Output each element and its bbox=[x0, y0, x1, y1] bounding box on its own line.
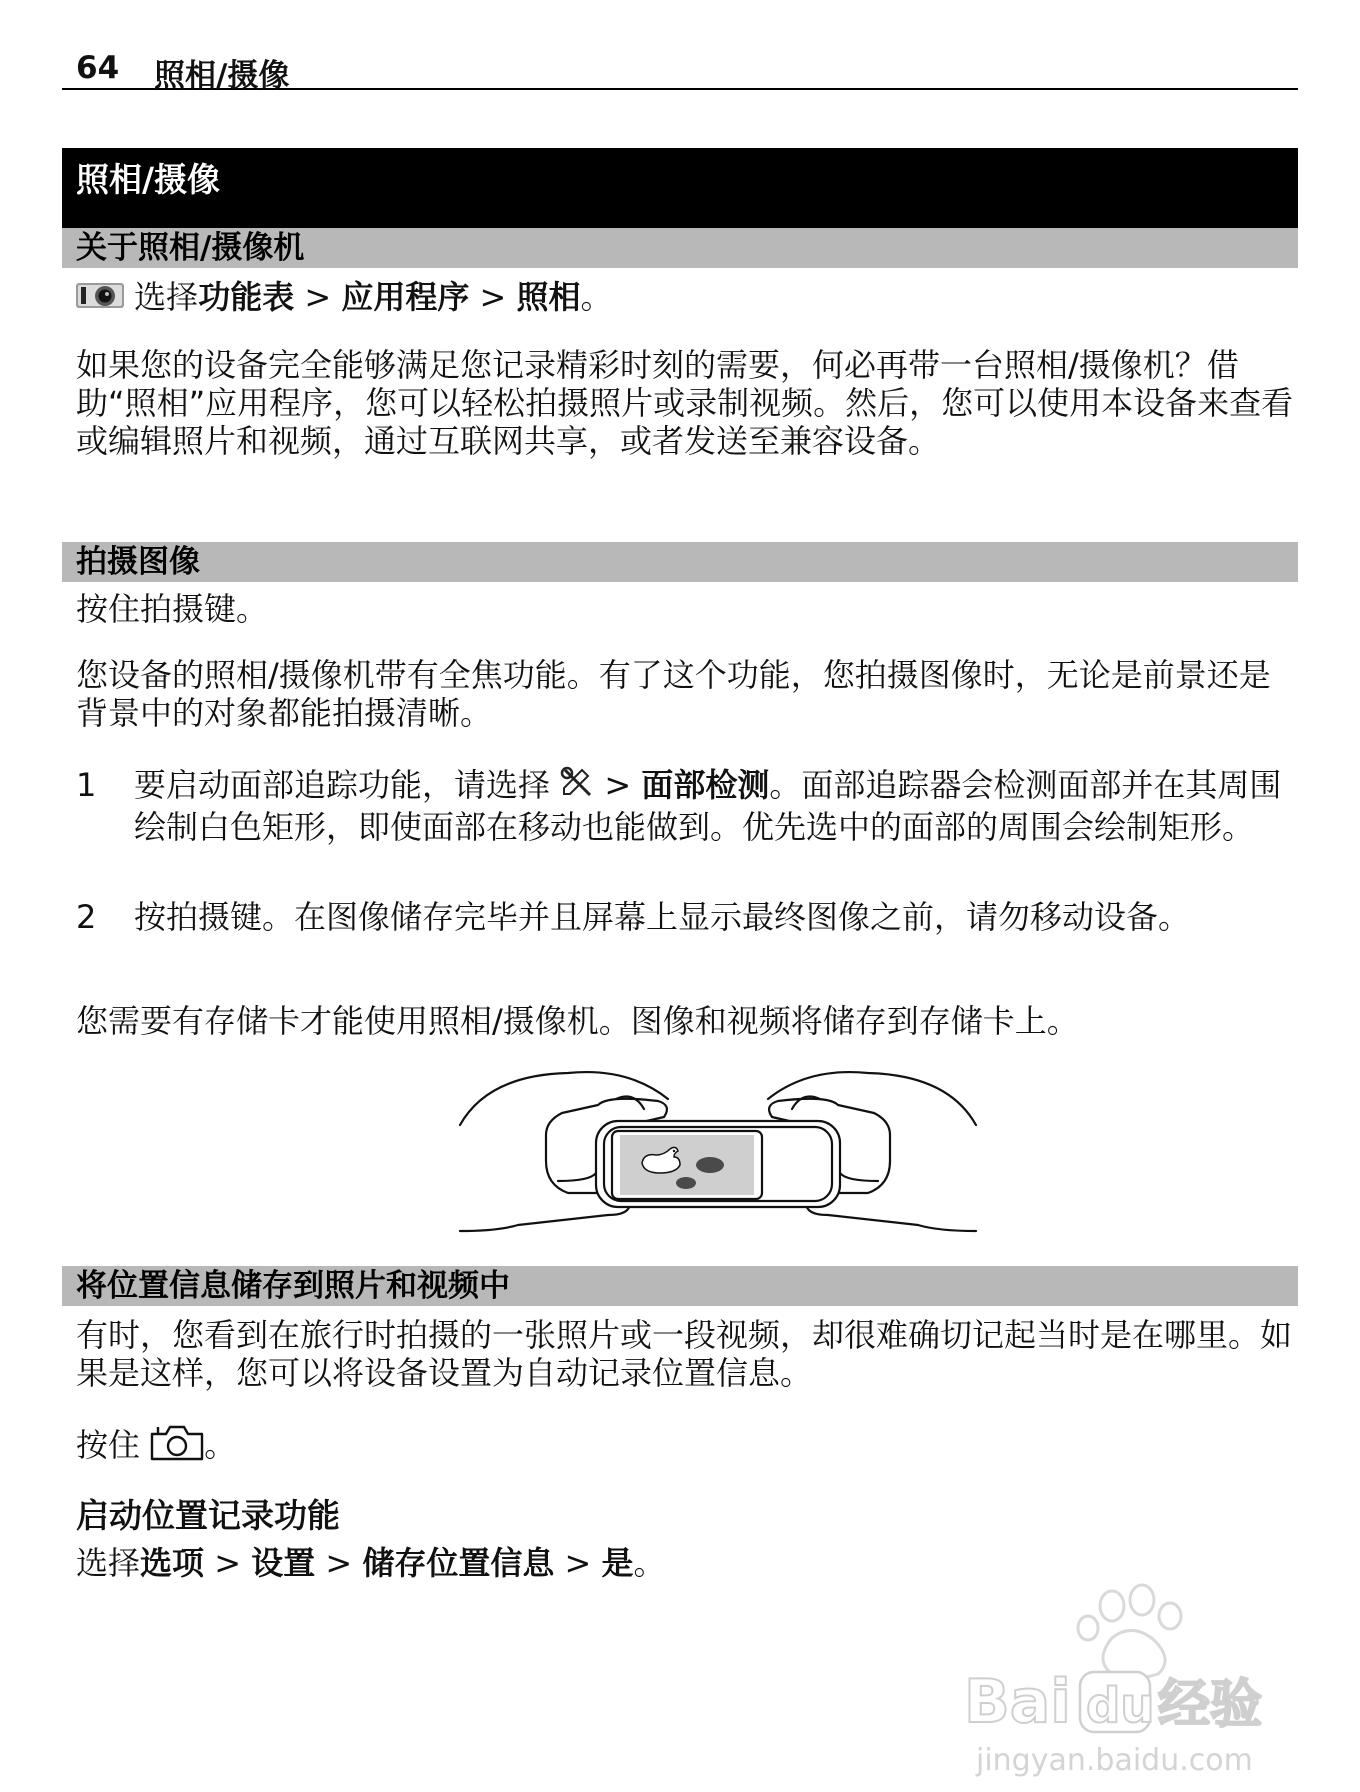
running-header bbox=[62, 50, 1298, 94]
svg-text:du: du bbox=[1086, 1678, 1155, 1734]
baidu-paw-icon bbox=[1078, 1585, 1181, 1678]
step-2-number: 2 bbox=[76, 898, 97, 936]
section-heading-location: 将位置信息储存到照片和视频中 bbox=[62, 1266, 1298, 1306]
about-body: 如果您的设备完全能够满足您记录精彩时刻的需要，何必再带一台照相/摄像机？借助“照相”应用程序，您可以轻松拍摄照片或录制视频。然后，您可以使用本设备来查看或编辑照片和视频，通过互联网共享，或者发送至兼容设备。 bbox=[76, 346, 1294, 460]
path-yes: 是 bbox=[601, 1544, 634, 1582]
step-1-text: 要启动面部追踪功能，请选择 > 面部检测。面部追踪器会检测面部并在其周围绘制白色矩形，即使面部在移动也能做到。优先选中的面部的周围会绘制矩形。 bbox=[134, 766, 1282, 846]
path-menu: 功能表 bbox=[198, 278, 295, 316]
chapter-title: 照相/摄像 bbox=[76, 160, 221, 199]
step-2-text: 按拍摄键。在图像储存完毕并且屏幕上显示最终图像之前，请勿移动设备。 bbox=[134, 898, 1191, 936]
memory-card-note: 您需要有存储卡才能使用照相/摄像机。图像和视频将储存到存储卡上。 bbox=[76, 1002, 1079, 1040]
page-number: 64 bbox=[76, 50, 120, 86]
location-body: 有时，您看到在旅行时拍摄的一张照片或一段视频，却很难确切记起当时是在哪里。如果是这样，您可以将设备设置为自动记录位置信息。 bbox=[76, 1316, 1293, 1392]
section-heading-capture: 拍摄图像 bbox=[62, 542, 1298, 582]
about-menu-path: 选择功能表 > 应用程序 > 照相。 bbox=[76, 278, 1298, 318]
chapter-title-bar bbox=[62, 148, 1298, 228]
location-subheading: 启动位置记录功能 bbox=[76, 1496, 340, 1535]
svg-text:jingyan.baidu.com: jingyan.baidu.com bbox=[976, 1743, 1253, 1778]
press-camera-key: 按住 。 bbox=[76, 1424, 1298, 1470]
capture-body: 您设备的照相/摄像机带有全焦功能。有了这个功能，您拍摄图像时，无论是前景还是背景中的对象都能拍摄清晰。 bbox=[76, 656, 1271, 732]
baidu-watermark bbox=[962, 1582, 1302, 1782]
running-title: 照相/摄像 bbox=[154, 58, 290, 94]
svg-text:经验: 经验 bbox=[1158, 1675, 1263, 1735]
camera-app-icon bbox=[76, 280, 124, 318]
path-camera: 照相 bbox=[516, 278, 581, 316]
path-options: 选项 bbox=[140, 1544, 205, 1582]
step-1-number: 1 bbox=[76, 766, 97, 804]
path-settings: 设置 bbox=[251, 1544, 316, 1582]
face-detection-label: 面部检测 bbox=[641, 766, 770, 804]
location-menu-path: 选择选项 > 设置 > 储存位置信息 > 是。 bbox=[76, 1544, 666, 1582]
capture-instruction: 按住拍摄键。 bbox=[76, 590, 269, 628]
path-save-location: 储存位置信息 bbox=[362, 1544, 555, 1582]
camera-key-icon bbox=[150, 1424, 204, 1470]
wrench-settings-icon bbox=[560, 766, 594, 808]
svg-text:Bai: Bai bbox=[964, 1667, 1071, 1737]
path-applications: 应用程序 bbox=[341, 278, 470, 316]
section-heading-about: 关于照相/摄像机 bbox=[62, 228, 1298, 268]
hands-holding-phone-illustration bbox=[458, 1065, 978, 1235]
